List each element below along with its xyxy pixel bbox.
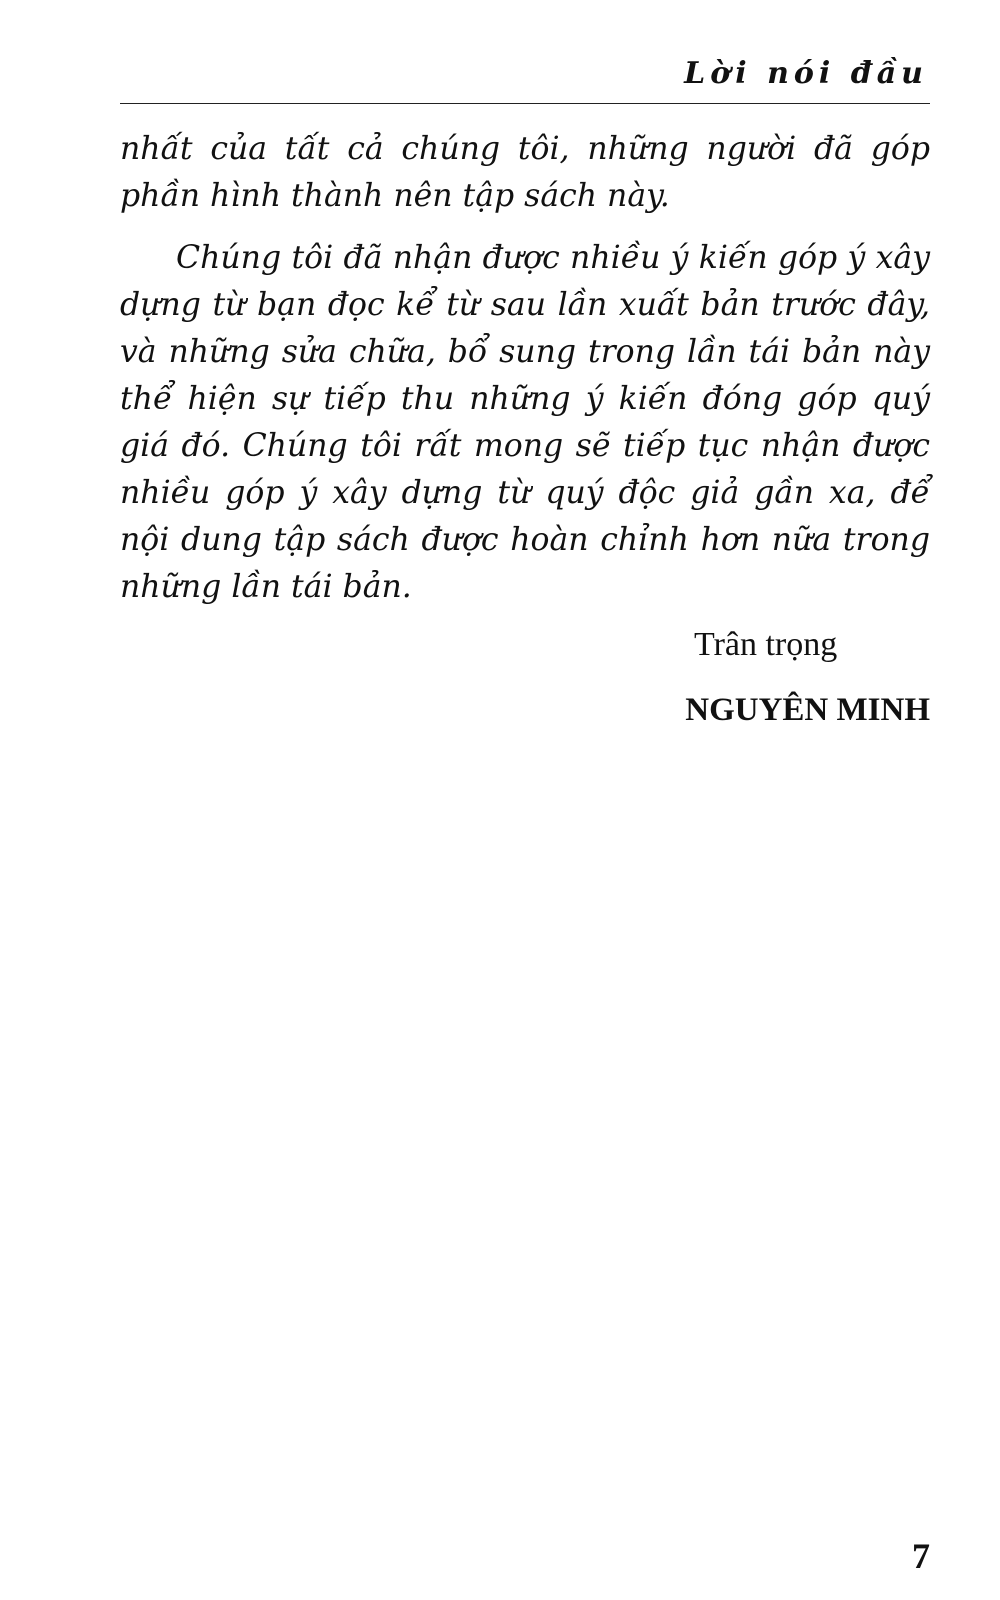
author-name: NGUYÊN MINH: [685, 692, 930, 728]
header-rule: [120, 103, 930, 104]
body-text: [120, 126, 930, 611]
paragraph-2: Chúng tôi đã nhận được nhiều ý kiến góp ý xây dựng từ bạn đọc kể từ sau lần xuất bản trước đây, và những sửa chữa, bổ sung trong lần tái bản này thể hiện sự tiếp thu những ý kiến đóng góp quý giá đó. Chúng tôi rất mong sẽ tiếp tục nhận được nhiều góp ý xây dựng từ quý độc giả gần xa, để nội dung tập sách được hoàn chỉnh hơn nữa trong những lần tái bản.: [120, 240, 930, 605]
running-header: Lời nói đầu: [684, 56, 928, 91]
closing-salutation: Trân trọng: [694, 626, 838, 663]
paragraph-1: nhất của tất cả chúng tôi, những người đã góp phần hình thành nên tập sách này.: [120, 131, 930, 214]
page-number: 7: [912, 1536, 930, 1576]
